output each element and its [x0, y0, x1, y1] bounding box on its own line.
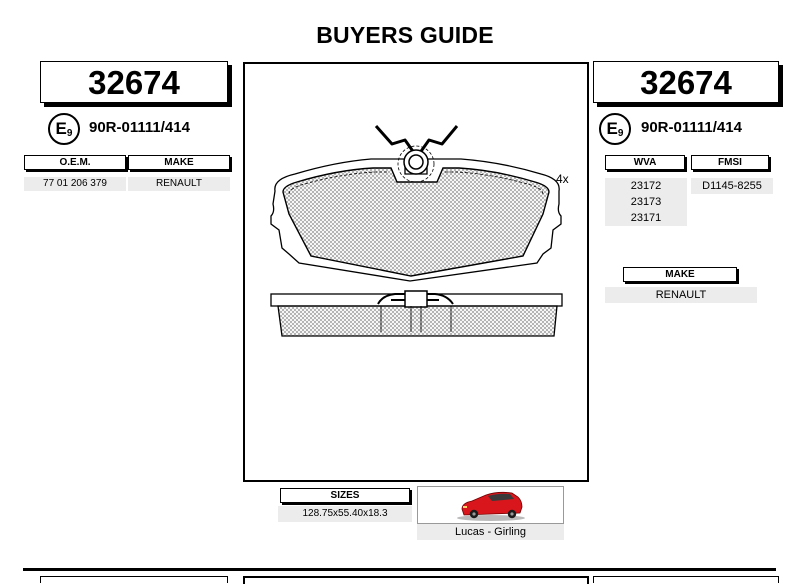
e-mark-left — [48, 113, 80, 145]
e-mark-number: 9 — [66, 128, 73, 139]
make-header-left: MAKE — [128, 155, 230, 170]
make-value-right: RENAULT — [605, 287, 757, 303]
oem-header: O.E.M. — [24, 155, 126, 170]
oem-value: 77 01 206 379 — [24, 177, 126, 191]
quantity-label: 4x — [556, 172, 569, 186]
sizes-value: 128.75x55.40x18.3 — [278, 506, 412, 522]
system-label: Lucas - Girling — [417, 524, 564, 540]
pad-drawing-frame — [243, 62, 589, 482]
page-title: BUYERS GUIDE — [316, 22, 494, 48]
make-header-right: MAKE — [623, 267, 737, 282]
car-image-box — [417, 486, 564, 524]
part-number-left: 32674 — [40, 61, 228, 103]
brake-pad-drawing — [245, 64, 587, 480]
sizes-header: SIZES — [280, 488, 410, 503]
e-mark-letter: E — [55, 119, 67, 138]
approval-code-right: 90R-01111/414 — [641, 119, 742, 136]
wva-value-3: 23171 — [605, 210, 687, 226]
car-image — [418, 487, 563, 523]
bottom-rule — [23, 568, 776, 571]
e-mark-letter: E — [606, 119, 618, 138]
wva-header: WVA — [605, 155, 685, 170]
wva-value-1: 23172 — [605, 178, 687, 194]
part-number-right: 32674 — [593, 61, 779, 103]
side-view-pad — [278, 306, 557, 336]
approval-code-left: 90R-01111/414 — [89, 119, 190, 136]
make-value-left: RENAULT — [128, 177, 230, 191]
e-mark-right — [599, 113, 631, 145]
next-box-center — [243, 576, 589, 584]
e-mark-number: 9 — [617, 128, 624, 139]
wva-value-2: 23173 — [605, 194, 687, 210]
fmsi-value: D1145-8255 — [691, 178, 773, 194]
fmsi-header: FMSI — [691, 155, 769, 170]
